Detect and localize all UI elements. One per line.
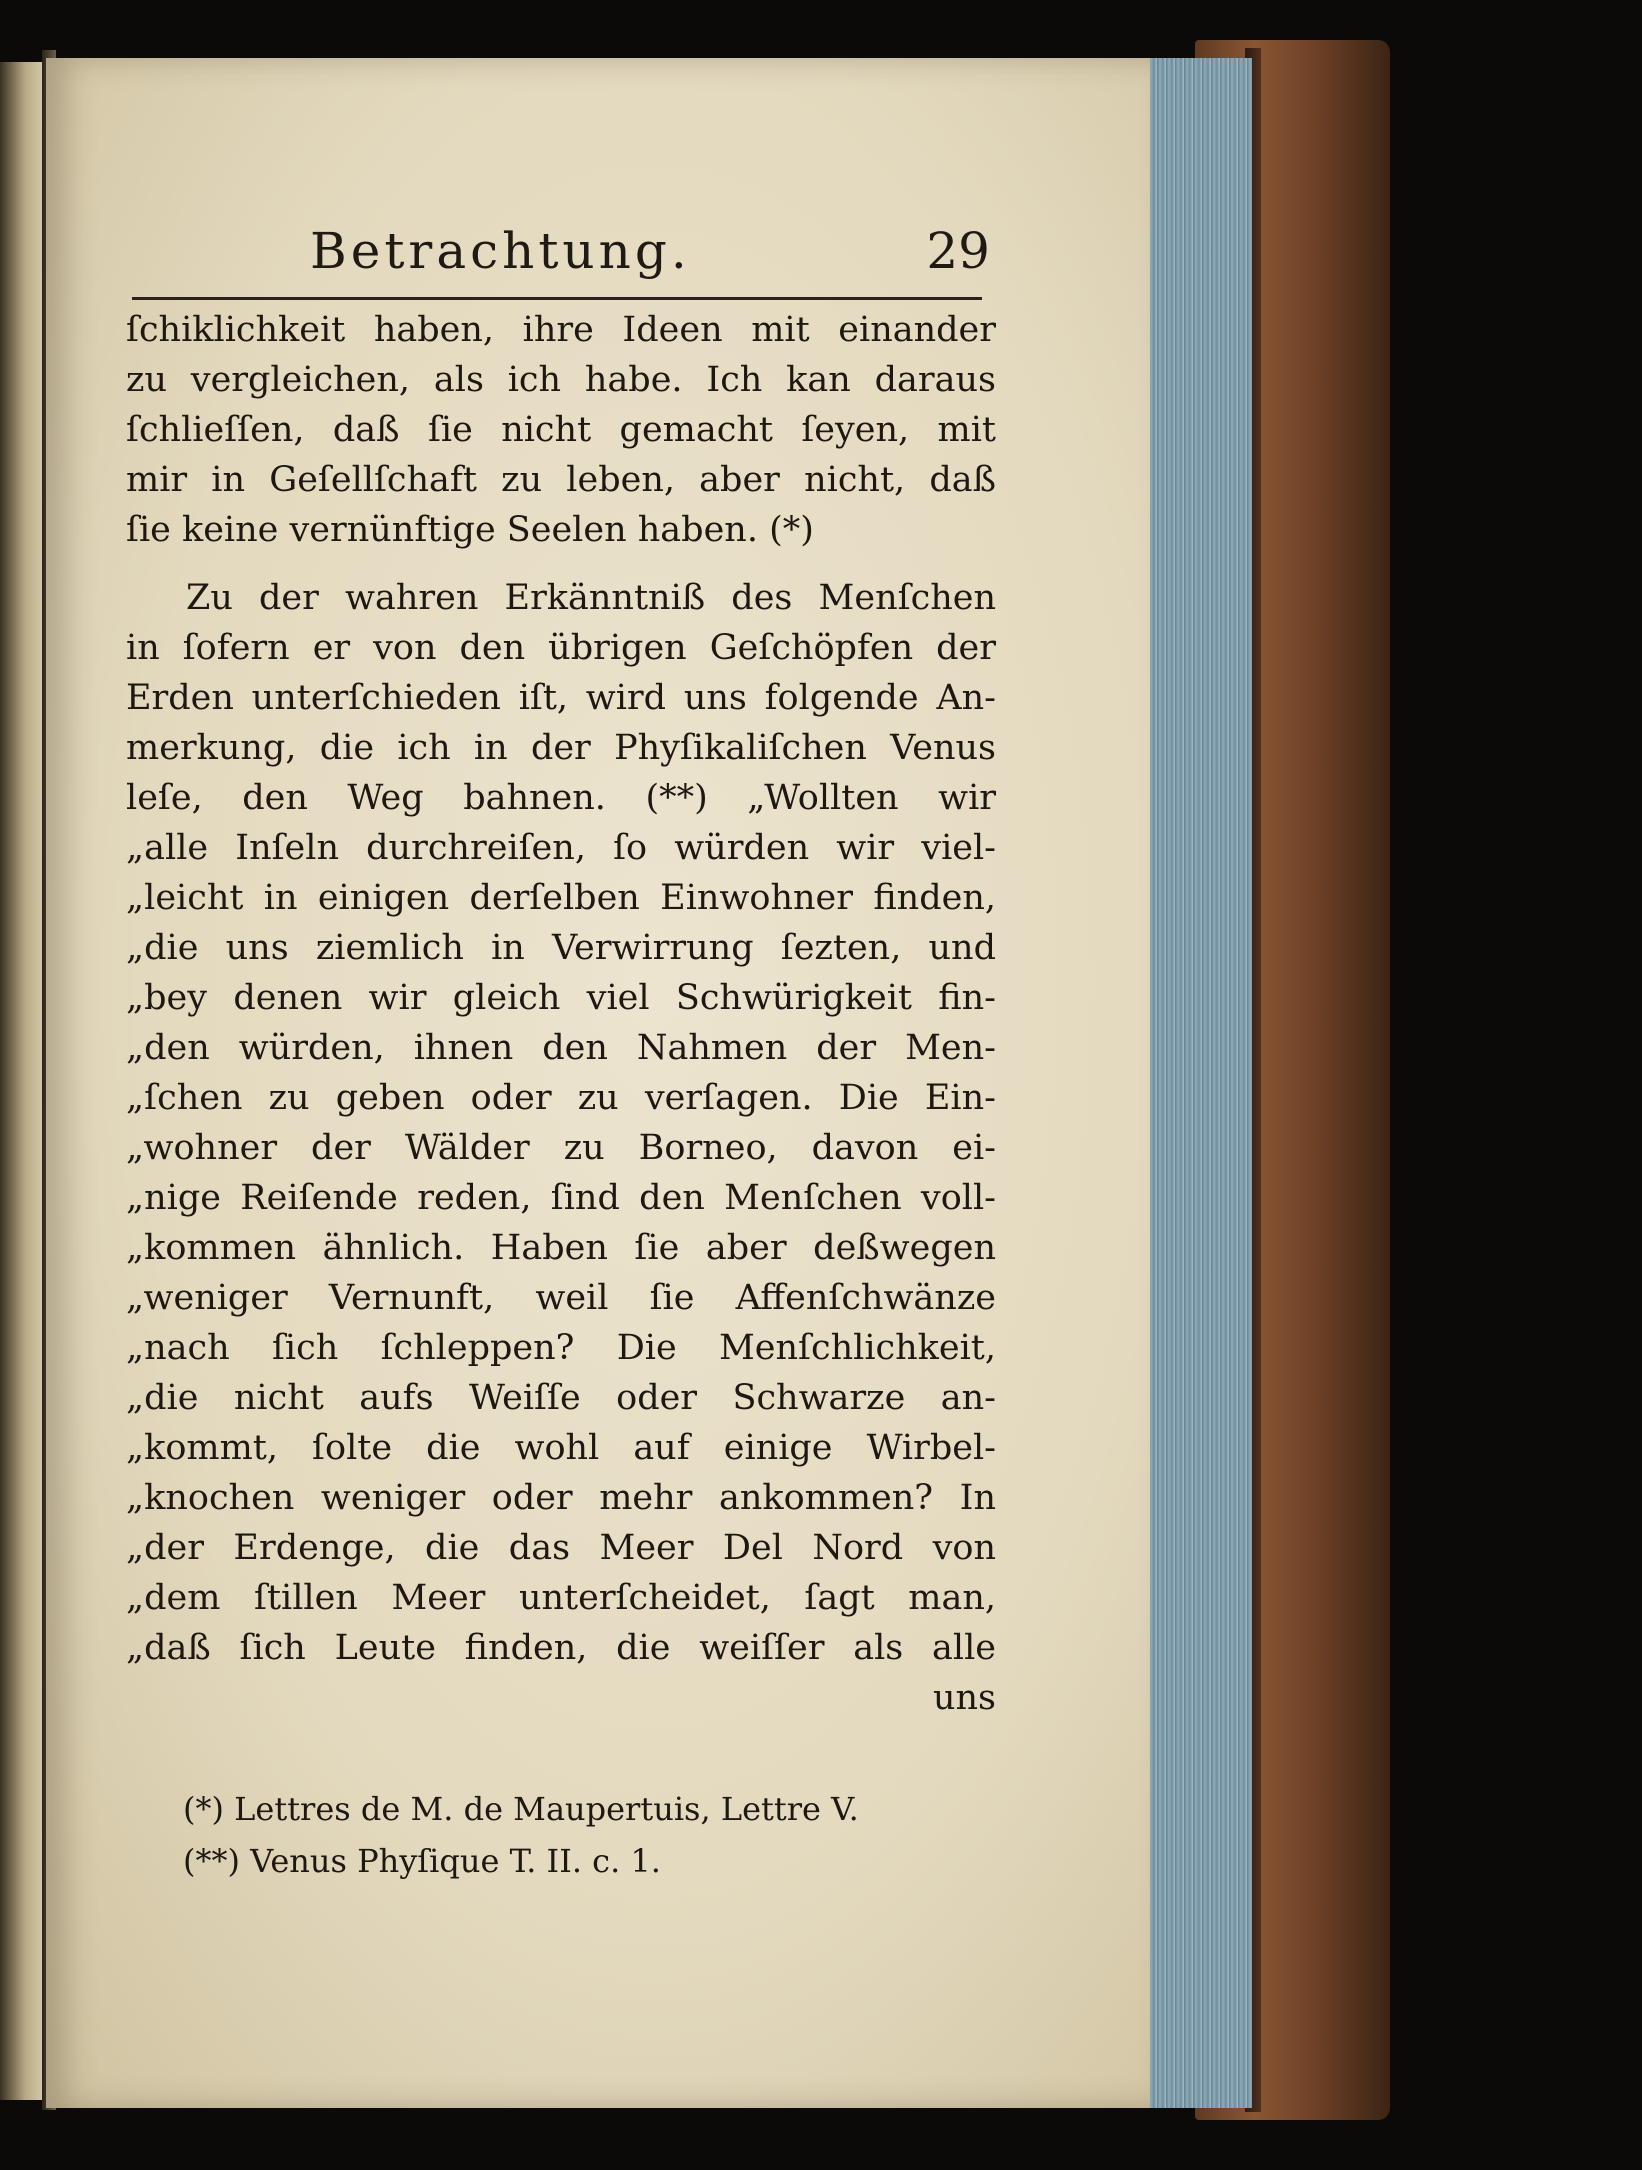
text-line: „die nicht aufs Weiſſe oder Schwarze an- — [126, 1378, 996, 1418]
text-line: Erden unterſchieden iſt, wird uns folgende An- — [126, 678, 996, 718]
footnote: (**) Venus Phyſique T. II. c. 1. — [183, 1842, 661, 1880]
text-line: „knochen weniger oder mehr ankommen? In — [126, 1478, 996, 1518]
footnotes — [183, 1783, 943, 1887]
running-head — [310, 222, 990, 292]
running-title: Betrachtung. — [310, 222, 691, 280]
text-line: in ſofern er von den übrigen Geſchöpfen der — [126, 628, 996, 668]
text-line: leſe, den Weg bahnen. (**) „Wollten wir — [126, 778, 996, 818]
page-number: 29 — [926, 222, 990, 280]
text-line: „dem ſtillen Meer unterſcheidet, ſagt man, — [126, 1578, 996, 1618]
text-line: ſie keine vernünftige Seelen haben. (*) — [126, 510, 814, 550]
text-line: „der Erdenge, die das Meer Del Nord von — [126, 1528, 996, 1568]
text-line: „kommen ähnlich. Haben ſie aber deßwegen — [126, 1228, 996, 1268]
text-line: „wohner der Wälder zu Borneo, davon ei- — [126, 1128, 996, 1168]
text-line: „nige Reiſende reden, ſind den Menſchen voll- — [126, 1178, 996, 1218]
text-line: „den würden, ihnen den Nahmen der Men- — [126, 1028, 996, 1068]
text-line: „alle Inſeln durchreiſen, ſo würden wir viel- — [126, 828, 996, 868]
text-line: Zu der wahren Erkänntniß des Menſchen — [186, 578, 996, 618]
text-line: „bey denen wir gleich viel Schwürigkeit fin- — [126, 978, 996, 1018]
paragraph-gap — [126, 555, 996, 573]
footnote: (*) Lettres de M. de Maupertuis, Lettre V. — [183, 1790, 859, 1828]
text-line: „ſchen zu geben oder zu verſagen. Die Ein- — [126, 1078, 996, 1118]
text-line: „die uns ziemlich in Verwirrung ſezten, und — [126, 928, 996, 968]
text-line: ſchiklichkeit haben, ihre Ideen mit einander — [126, 310, 996, 350]
body-text — [126, 305, 996, 1723]
text-line: „nach ſich ſchleppen? Die Menſchlichkeit, — [126, 1328, 996, 1368]
text-line: „daß ſich Leute finden, die weiſſer als alle — [126, 1628, 996, 1668]
text-line: zu vergleichen, als ich habe. Ich kan daraus — [126, 360, 996, 400]
text-line: merkung, die ich in der Phyſikaliſchen Venus — [126, 728, 996, 768]
text-line: mir in Geſellſchaft zu leben, aber nicht, daß — [126, 460, 996, 500]
header-rule — [132, 297, 982, 300]
catchword: uns — [932, 1678, 996, 1718]
text-line: ſchlieſſen, daß ſie nicht gemacht ſeyen, mit — [126, 410, 996, 450]
text-line: „leicht in einigen derſelben Einwohner finden, — [126, 878, 996, 918]
text-line: „weniger Vernunft, weil ſie Affenſchwänze — [126, 1278, 996, 1318]
left-page-edge — [0, 62, 46, 2100]
page-edges — [1148, 58, 1252, 2108]
text-line: „kommt, ſolte die wohl auf einige Wirbel- — [126, 1428, 996, 1468]
